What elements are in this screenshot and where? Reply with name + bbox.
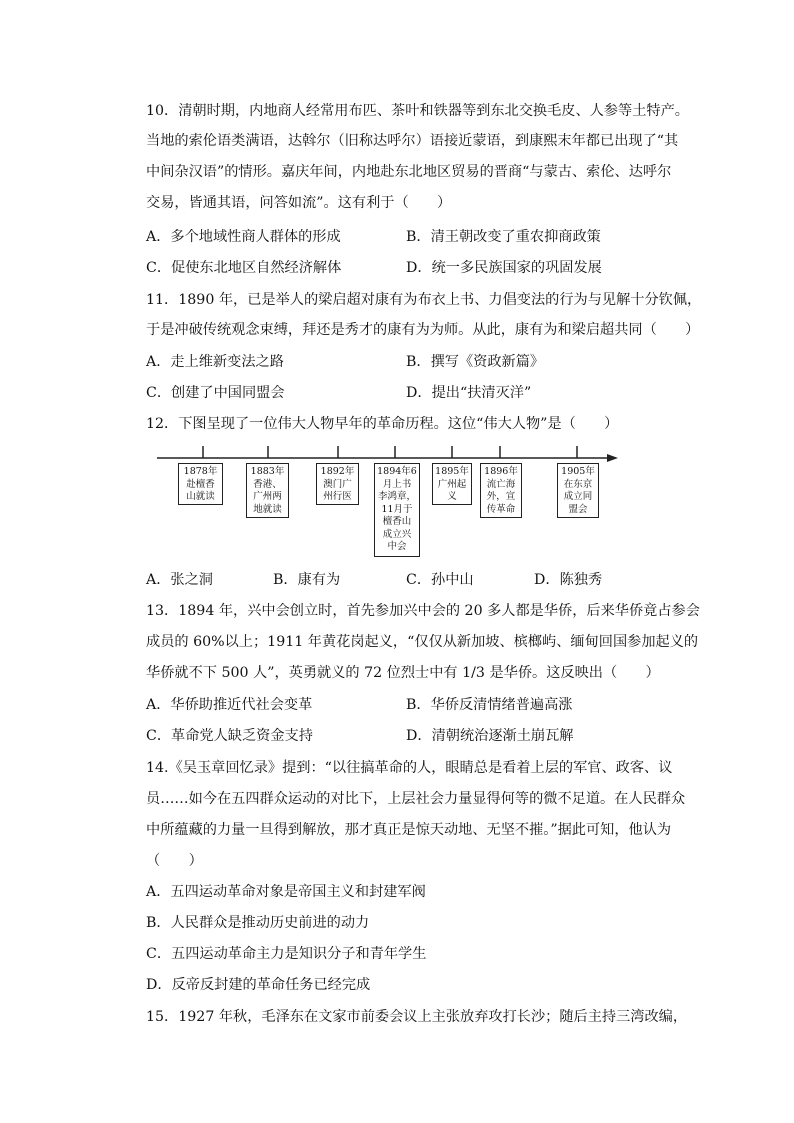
timeline-text: 1892年	[320, 466, 355, 477]
timeline-text: 中会	[387, 541, 407, 552]
question-14-option-a: A．五四运动革命对象是帝国主义和封建军阀	[146, 884, 426, 900]
timeline-box-1878	[178, 463, 223, 505]
timeline-text: 山就读	[186, 491, 215, 502]
timeline-text: 在东京	[563, 478, 593, 490]
question-10-option-b: B．清王朝改变了重农抑商政策	[406, 229, 601, 245]
question-11-option-c: C．创建了中国同盟会	[146, 385, 285, 401]
question-13-option-d: D．清朝统治逐渐土崩瓦解	[406, 728, 574, 744]
timeline-text: 传革命	[486, 503, 516, 515]
question-13-option-a: A．华侨助推近代社会变革	[146, 697, 313, 713]
timeline-text: 1883年	[250, 466, 285, 477]
question-10-option-a: A．多个地域性商人群体的形成	[146, 229, 341, 245]
question-10-line-1: 10．清朝时期，内地商人经常用布匹、茶叶和铁器等到东北交换毛皮、人参等土特产。	[146, 103, 689, 119]
question-13-option-b: B．华侨反清情绪普遍高涨	[406, 697, 573, 713]
question-13-line-1: 13．1894 年，兴中会创立时，首先参加兴中会的 20 多人都是华侨，后来华侨竟占参会	[146, 603, 700, 619]
timeline-arrow-icon	[607, 454, 618, 462]
question-10-option-d: D．统一多民族国家的巩固发展	[406, 260, 602, 276]
question-13-line-3: 华侨就不下 500 人”，英勇就义的 72 位烈士中有 1/3 是华侨。这反映出（ ）	[146, 665, 660, 681]
timeline-text: 广州起	[437, 478, 467, 490]
question-10-line-4: 交易，皆通其语，问答如流”。这有利于（ ）	[146, 195, 452, 211]
question-10-option-c: C．促使东北地区自然经济解体	[146, 260, 342, 276]
question-10-line-2: 当地的索伦语类满语，达斡尔（旧称达呼尔）语接近蒙语，到康熙末年都已出现了“其	[146, 133, 679, 149]
timeline-text: 1878年	[183, 466, 218, 477]
question-11-line-2: 于是冲破传统观念束缚，拜还是秀才的康有为为师。从此，康有为和梁启超共同（ ）	[146, 322, 700, 338]
timeline-box-1883	[246, 463, 289, 518]
question-13-line-2: 成员的 60%以上；1911 年黄花岗起义，“仅仅从新加坡、槟榔屿、缅甸回国参加起义的	[146, 634, 699, 650]
question-12-option-d: D．陈独秀	[534, 572, 603, 588]
timeline-text: 檀香山	[382, 516, 412, 527]
question-14-line-2: 员……如今在五四群众运动的对比下，上层社会力量显得何等的微不足道。在人民群众	[146, 791, 686, 807]
timeline-box-1892	[316, 463, 359, 505]
timeline-text: 赴檀香	[186, 478, 215, 490]
timeline-text: 月上书	[382, 478, 412, 490]
timeline-text: 地就读	[253, 503, 282, 515]
timeline-text: 1895年	[435, 466, 469, 477]
question-12-option-c: C．孙中山	[406, 572, 474, 588]
timeline-box-1894	[374, 463, 420, 557]
question-14-line-1: 14.《吴玉章回忆录》提到：“以往搞革命的人，眼睛总是看着上层的军官、政客、议	[146, 760, 673, 776]
timeline-text: 1905年	[561, 466, 595, 477]
question-11-option-a: A．走上维新变法之路	[146, 354, 284, 370]
question-14-option-d: D．反帝反封建的革命任务已经完成	[146, 977, 371, 993]
question-11-option-d: D．提出“扶清灭洋”	[406, 385, 532, 401]
timeline-text: 州行医	[323, 491, 352, 502]
question-12-option-a: A．张之洞	[146, 572, 213, 588]
timeline-text: 1894年6	[377, 466, 417, 477]
timeline-text: 广州两	[253, 491, 282, 502]
timeline-text: 成立兴	[382, 528, 412, 540]
timeline-text: 成立同	[563, 491, 593, 502]
question-14-option-c: C．五四运动革命主力是知识分子和青年学生	[146, 946, 427, 962]
timeline-text: 义	[447, 491, 457, 502]
timeline-text: 流亡海	[486, 478, 516, 490]
question-12-line-1: 12．下图呈现了一位伟大人物早年的革命历程。这位“伟大人物”是（ ）	[146, 416, 619, 432]
question-14-option-b: B．人民群众是推动历史前进的动力	[146, 915, 370, 931]
question-11-option-b: B．撰写《资政新篇》	[406, 354, 545, 370]
timeline-text: 1896年	[484, 466, 518, 477]
timeline-text: 李鸿章，	[377, 491, 416, 502]
timeline-box-1905	[557, 463, 599, 518]
timeline-text: 11月于	[381, 503, 413, 515]
question-12-option-b: B．康有为	[273, 572, 341, 588]
question-13-option-c: C．革命党人缺乏资金支持	[146, 728, 313, 744]
timeline-text: 香港、	[253, 478, 282, 490]
question-14-line-3: 中所蕴藏的力量一旦得到解放，那才真正是惊天动地、无坚不摧。”据此可知，他认为	[146, 822, 672, 838]
timeline-text: 外，宣	[486, 491, 516, 502]
question-14-line-4: （ ）	[146, 853, 203, 869]
timeline-text: 澳门广	[323, 478, 352, 490]
question-15-line-1: 15．1927 年秋，毛泽东在文家市前委会议上主张放弃攻打长沙；随后主持三湾改编，	[146, 1009, 688, 1025]
timeline-text: 盟会	[568, 503, 588, 515]
timeline-box-1896	[480, 463, 522, 518]
question-11-line-1: 11．1890 年，已是举人的梁启超对康有为布衣上书、力倡变法的行为与见解十分钦佩，	[146, 292, 702, 308]
question-10-line-3: 中间杂汉语”的情形。嘉庆年间，内地赴东北地区贸易的晋商“与蒙古、索伦、达呼尔	[146, 164, 672, 180]
timeline-box-1895	[432, 463, 472, 505]
